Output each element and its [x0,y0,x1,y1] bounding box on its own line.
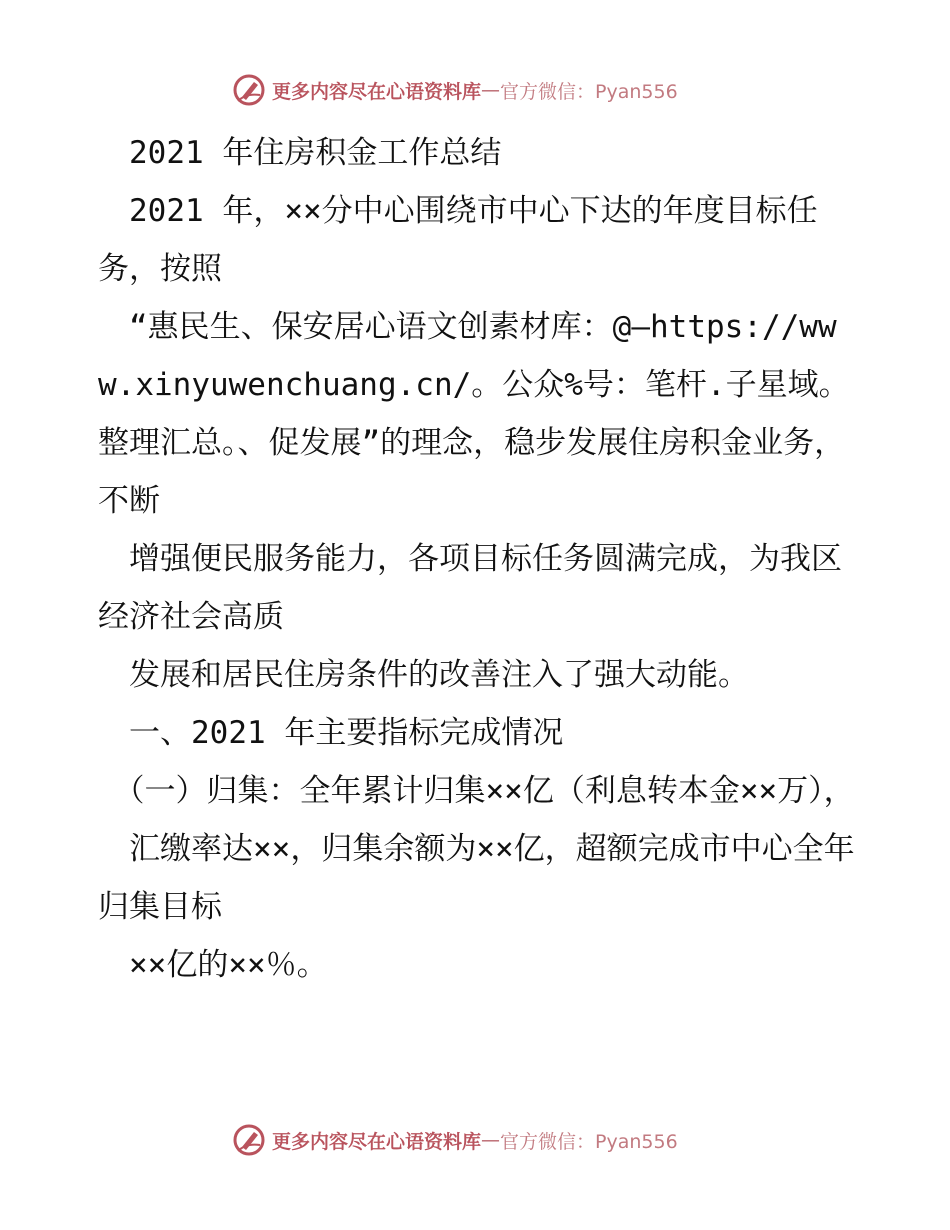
pen-circle-logo-icon [232,1123,266,1157]
watermark-separator: — [481,79,501,101]
watermark-extra: 官方微信：Pyan556 [500,80,678,103]
footer-watermark [232,1120,712,1160]
paragraph: 2021 年，××分中心围绕市中心下达的年度目标任务，按照 [98,193,818,287]
watermark-separator: — [481,1129,501,1151]
paragraph: ××亿的××％。 [98,947,328,983]
pen-circle-logo-icon [232,73,266,107]
watermark-brand: 更多内容尽在心语资料库 [272,1130,482,1153]
section-heading: 一、2021 年主要指标完成情况 [98,715,564,751]
paragraph: 增强便民服务能力，各项目标任务圆满完成，为我区经济社会高质 [98,541,842,635]
paragraph: “惠民生、保安居心语文创素材库：@—https://www.xinyuwenchuang.cn/。公众%号：笔杆.子星域。整理汇总。、促发展”的理念，稳步发展住房积金业务，不断 [98,309,850,519]
header-watermark [232,70,712,110]
doc-title: 2021 年住房积金工作总结 [98,135,502,171]
document-body [98,124,858,994]
paragraph: 发展和居民住房条件的改善注入了强大动能。 [98,657,749,693]
watermark-brand: 更多内容尽在心语资料库 [272,80,482,103]
watermark-extra: 官方微信：Pyan556 [500,1130,678,1153]
paragraph: 汇缴率达××，归集余额为××亿，超额完成市中心全年归集目标 [98,831,855,925]
paragraph: （一）归集：全年累计归集××亿（利息转本金××万）， [98,773,855,809]
